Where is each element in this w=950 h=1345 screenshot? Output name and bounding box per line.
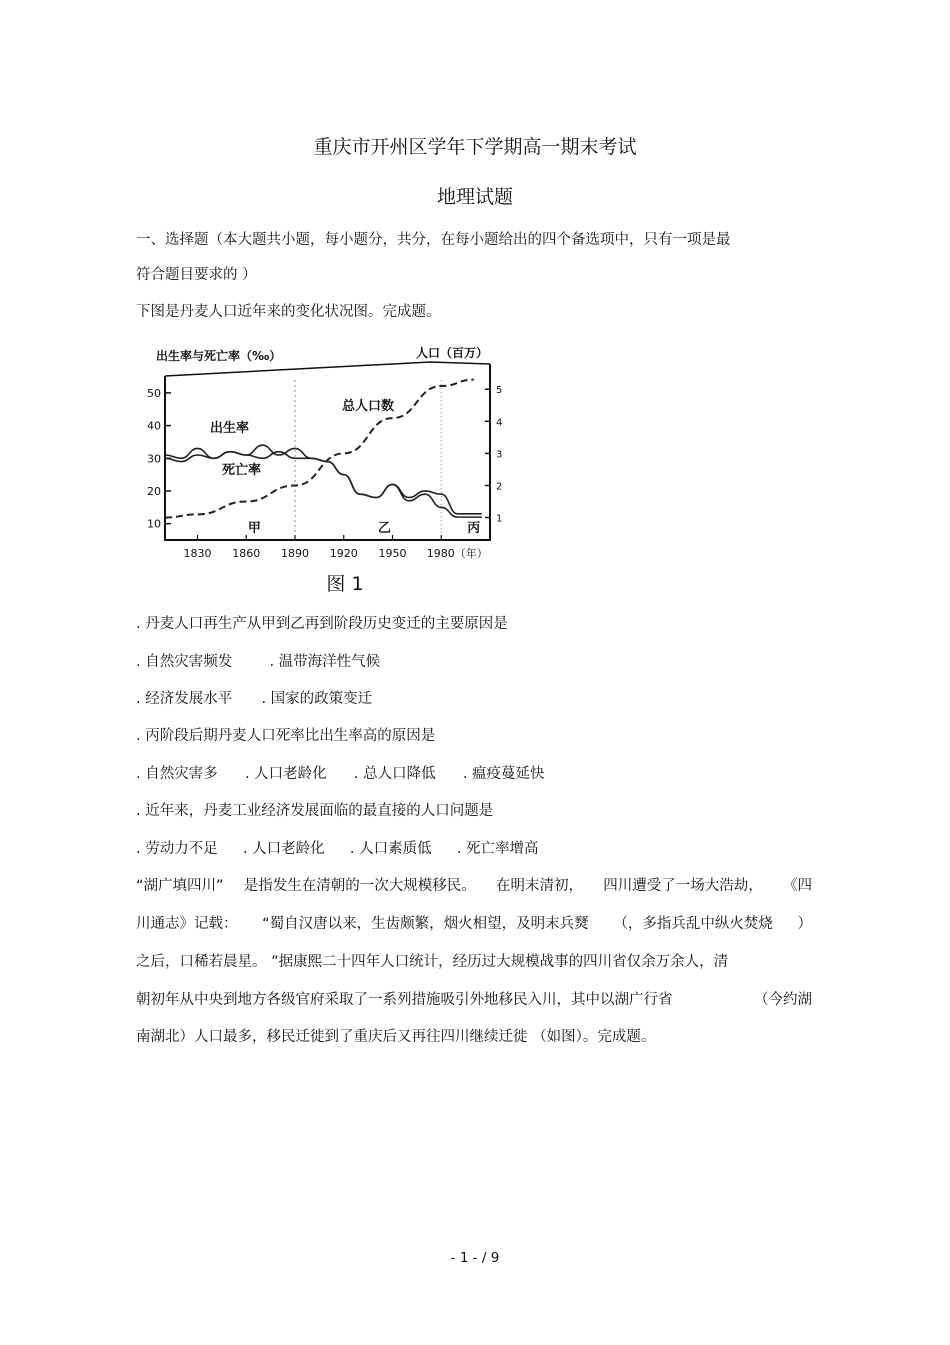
passage-1-part-4: 四川遭受了一场大浩劫， [603,878,763,894]
q3-option-b: . 人口老龄化 [242,841,325,857]
passage-1-part-1: “湖广填四川” [136,878,224,894]
q1-option-c: . 经济发展水平 [136,691,233,707]
figure-caption: 图 1 [326,573,364,595]
q3-option-c: . 人口素质低 [349,841,432,857]
left-tick-label: 30 [147,452,161,466]
q3-option-a: . 劳动力不足 [136,841,218,857]
passage-4-part-1: 朝初年从中央到地方各级官府采取了一系列措施吸引外地移民入川，其中以湖广行省 [136,992,673,1008]
passage-1-part-2: 是指发生在清朝的一次大规模移民。 [243,878,476,894]
section-heading-cont: 符合题目要求的 ） [136,267,257,283]
series-label-0: 出生率 [210,421,250,436]
x-tick-label: 1890 [281,547,309,560]
chart-svg [147,340,525,600]
question-2: . 丙阶段后期丹麦人口死率比出生率高的原因是 [136,728,436,744]
section-heading: 一、选择题（本大题共小题，每小题分，共分，在每小题给出的四个备选项中，只有一项是最 [136,232,731,248]
x-tick-label: 1920 [329,547,358,560]
passage-line-5: 南湖北）人口最多，移民迁徙到了重庆后又再往四川继续迁徙 （如图）。完成题。 [136,1029,656,1045]
page-subtitle: 地理试题 [436,186,513,208]
x-tick-label: 1980（年） [426,547,488,560]
series-label-2: 总人口数 [342,399,395,414]
passage-2-part-1: 川通志》记载： [136,916,238,932]
question-1: . 丹麦人口再生产从甲到乙再到阶段历史变迁的主要原因是 [136,616,508,632]
stage-label: 乙 [377,521,391,536]
question-3: . 近年来，丹麦工业经济发展面临的最直接的人口问题是 [136,803,494,819]
passage-line-2 [136,912,812,933]
passage-2-part-3: （，多指兵乱中纵火焚烧 [613,916,773,932]
page-title: 重庆市开州区学年下学期高一期末考试 [313,136,637,158]
x-tick-label: 1950 [378,547,407,560]
q2-option-c: . 总人口降低 [353,766,436,782]
passage-line-4 [136,988,812,1009]
passage-4-part-2: （今约湖 [754,992,812,1008]
passage-2-part-2: “蜀自汉唐以来，生齿颇繁，烟火相望，及明末兵燹 [262,916,589,932]
right-tick-label: 1 [496,513,503,525]
q2-option-a: . 自然灾害多 [136,766,218,782]
intro-text: 下图是丹麦人口近年来的变化状况图。完成题。 [136,304,441,320]
left-tick-label: 40 [147,419,161,433]
x-tick-label: 1860 [232,547,261,560]
right-tick-label: 2 [496,481,503,493]
q2-option-b: . 人口老龄化 [244,766,327,782]
right-axis-label: 人口（百万） [415,346,488,360]
passage-1-part-3: 在明末清初， [496,878,583,894]
series-line-1 [165,452,482,517]
passage-line-3: 之后，口稀若晨星。 ”据康熙二十四年人口统计，经历过大规模战事的四川省仅余万余人，清 [136,954,729,970]
q1-option-b: . 温带海洋性气候 [269,654,381,670]
passage-2-part-4: ） [797,916,812,932]
q1-options-row-2 [136,687,372,708]
right-tick-label: 4 [496,417,503,429]
q3-option-d: . 死亡率增高 [456,841,539,857]
x-tick-label: 1830 [183,547,212,560]
left-tick-label: 10 [147,517,161,531]
population-chart [147,340,525,600]
left-axis-label: 出生率与死亡率（‰） [156,349,282,363]
series-label-1: 死亡率 [222,463,262,478]
passage-1-part-5: 《四 [782,878,812,894]
q2-option-d: . 瘟疫蔓延快 [462,766,545,782]
q1-option-a: . 自然灾害频发 [136,654,233,670]
page-number: - 1 - / 9 [450,1250,500,1266]
left-tick-label: 50 [147,386,161,400]
stage-label: 甲 [247,521,261,536]
chart-top-border [165,362,490,376]
right-tick-label: 3 [496,449,503,461]
right-tick-label: 5 [496,385,503,397]
q1-option-d: . 国家的政策变迁 [261,691,373,707]
q3-options [136,837,539,858]
series-line-2 [165,380,474,518]
q2-options [136,762,545,783]
left-tick-label: 20 [147,484,161,498]
q1-options-row-1 [136,650,380,671]
passage-line-1 [136,874,812,895]
stage-label: 丙 [467,521,481,536]
